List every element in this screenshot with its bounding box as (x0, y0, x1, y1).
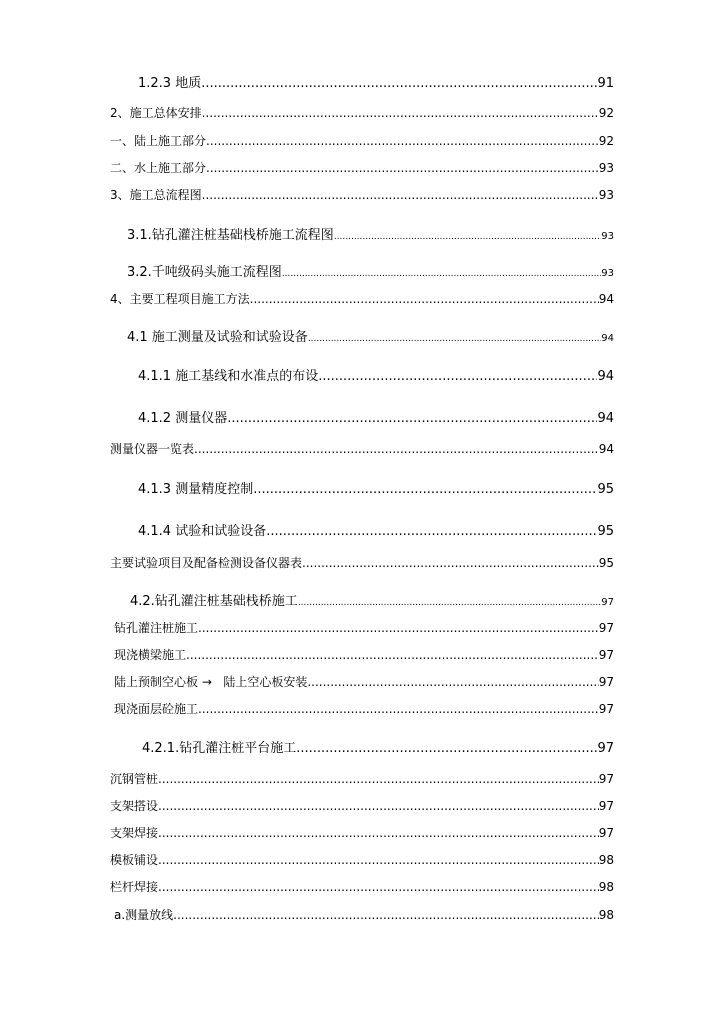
toc-entry-title: 4、主要工程项目施工方法 (110, 292, 250, 306)
toc-leader-dots (198, 621, 599, 635)
toc-entry-title: 现浇横梁施工 (114, 648, 187, 662)
toc-entry[interactable] (110, 554, 614, 571)
toc-entry-page: 95 (597, 482, 614, 497)
toc-entry-title: 模板铺设 (110, 853, 159, 867)
toc-leader-dots (158, 772, 599, 786)
toc-entry-title: 4.1 施工测量及试验和试验设备 (127, 330, 308, 345)
toc-entry[interactable] (127, 261, 614, 280)
toc-entry-title: 一、陆上施工部分 (110, 134, 207, 148)
toc-entry-page: 97 (597, 741, 614, 756)
toc-entry-page: 97 (598, 675, 614, 689)
toc-entry-page: 94 (597, 369, 614, 384)
toc-leader-dots (282, 269, 601, 279)
toc-entry[interactable] (130, 590, 614, 609)
toc-entry-page: 93 (601, 268, 614, 279)
toc-entry-title: 4.1.1 施工基线和水准点的布设 (138, 369, 319, 384)
toc-leader-dots (296, 741, 597, 756)
toc-entry-title: 主要试验项目及配备检测设备仪器表 (110, 556, 303, 570)
toc-entry-title: 4.2.1.钻孔灌注桩平台施工 (142, 741, 297, 756)
toc-entry-page: 95 (598, 556, 614, 570)
toc-entry[interactable] (114, 700, 614, 717)
toc-leader-dots (158, 799, 599, 813)
toc-entry[interactable] (110, 851, 614, 868)
toc-entry-page: 93 (598, 161, 614, 175)
toc-entry[interactable] (127, 224, 614, 243)
toc-entry-page: 92 (598, 134, 614, 148)
toc-entry-page: 94 (598, 292, 614, 306)
toc-leader-dots (318, 369, 597, 384)
toc-entry-page: 97 (598, 702, 614, 716)
toc-entry-title: 沉钢管桩 (110, 772, 159, 786)
toc-entry-title: 栏杆焊接 (110, 880, 159, 894)
toc-entry[interactable] (110, 290, 614, 307)
toc-leader-dots (158, 853, 599, 867)
toc-entry[interactable] (110, 440, 614, 457)
toc-leader-dots (250, 292, 599, 306)
toc-leader-dots (206, 161, 599, 175)
toc-entry[interactable] (142, 737, 614, 756)
toc-entry-title: 3、施工总流程图 (110, 188, 202, 202)
toc-leader-dots (253, 482, 597, 497)
toc-entry-title: 二、水上施工部分 (110, 161, 207, 175)
toc-leader-dots (173, 908, 599, 922)
toc-entry[interactable] (114, 673, 614, 690)
toc-leader-dots (307, 675, 598, 689)
toc-entry-page: 97 (601, 597, 614, 608)
toc-entry[interactable] (110, 878, 614, 895)
toc-entry-title: 3.1.钻孔灌注桩基础栈桥施工流程图 (127, 228, 334, 243)
toc-entry-title: 支架焊接 (110, 826, 159, 840)
toc-leader-dots (202, 188, 599, 202)
toc-leader-dots (298, 598, 601, 608)
toc-entry-title: 钻孔灌注桩施工 (114, 621, 199, 635)
toc-entry-page: 95 (597, 524, 614, 539)
toc-leader-dots (194, 442, 599, 456)
toc-entry-page: 97 (598, 799, 614, 813)
toc-entry[interactable] (138, 407, 614, 426)
toc-entry[interactable] (110, 186, 614, 203)
toc-entry[interactable] (138, 72, 614, 91)
toc-entry[interactable] (110, 159, 614, 176)
toc-entry[interactable] (110, 797, 614, 814)
toc-entry[interactable] (110, 104, 614, 121)
toc-entry-title: 现浇面层砼施工 (114, 702, 199, 716)
toc-entry-page: 97 (598, 621, 614, 635)
toc-entry-page: 98 (598, 853, 614, 867)
toc-entry-page: 93 (601, 231, 614, 242)
toc-entry-title: 4.2.钻孔灌注桩基础栈桥施工 (130, 594, 298, 609)
toc-entry[interactable] (138, 365, 614, 384)
toc-entry-title: 陆上预制空心板 → 陆上空心板安装 (114, 675, 308, 689)
toc-leader-dots (334, 232, 601, 242)
toc-leader-dots (202, 106, 599, 120)
toc-entry[interactable] (138, 520, 614, 539)
toc-leader-dots (266, 524, 597, 539)
toc-leader-dots (158, 880, 599, 894)
toc-entry-page: 92 (598, 106, 614, 120)
toc-entry-title: a.测量放线 (114, 908, 174, 922)
toc-entry-title: 1.2.3 地质 (138, 76, 202, 91)
toc-entry-title: 3.2.千吨级码头施工流程图 (127, 265, 282, 280)
toc-entry-page: 94 (597, 411, 614, 426)
toc-entry-page: 97 (598, 826, 614, 840)
toc-entry-page: 94 (598, 442, 614, 456)
toc-entry[interactable] (110, 824, 614, 841)
toc-entry-page: 91 (597, 76, 614, 91)
toc-entry[interactable] (127, 326, 614, 345)
toc-entry[interactable] (114, 619, 614, 636)
toc-entry-page: 97 (598, 772, 614, 786)
toc-entry[interactable] (138, 478, 614, 497)
toc-entry-page: 94 (601, 333, 614, 344)
toc-entry-title: 4.1.2 测量仪器 (138, 411, 228, 426)
toc-entry[interactable] (114, 906, 614, 923)
toc-leader-dots (186, 648, 599, 662)
toc-entry-title: 测量仪器一览表 (110, 442, 195, 456)
toc-leader-dots (302, 556, 599, 570)
toc-entry[interactable] (110, 770, 614, 787)
toc-entry-page: 93 (598, 188, 614, 202)
toc-entry-title: 4.1.4 试验和试验设备 (138, 524, 267, 539)
toc-leader-dots (227, 411, 597, 426)
toc-leader-dots (198, 702, 599, 716)
toc-leader-dots (201, 76, 597, 91)
toc-leader-dots (206, 134, 599, 148)
toc-entry[interactable] (114, 646, 614, 663)
toc-entry-title: 2、施工总体安排 (110, 106, 202, 120)
toc-entry-page: 98 (598, 880, 614, 894)
toc-entry-title: 4.1.3 测量精度控制 (138, 482, 254, 497)
toc-entry[interactable] (110, 132, 614, 149)
toc-leader-dots (158, 826, 599, 840)
toc-entry-page: 98 (598, 908, 614, 922)
toc-entry-page: 97 (598, 648, 614, 662)
toc-entry-title: 支架搭设 (110, 799, 159, 813)
toc-leader-dots (308, 334, 601, 344)
